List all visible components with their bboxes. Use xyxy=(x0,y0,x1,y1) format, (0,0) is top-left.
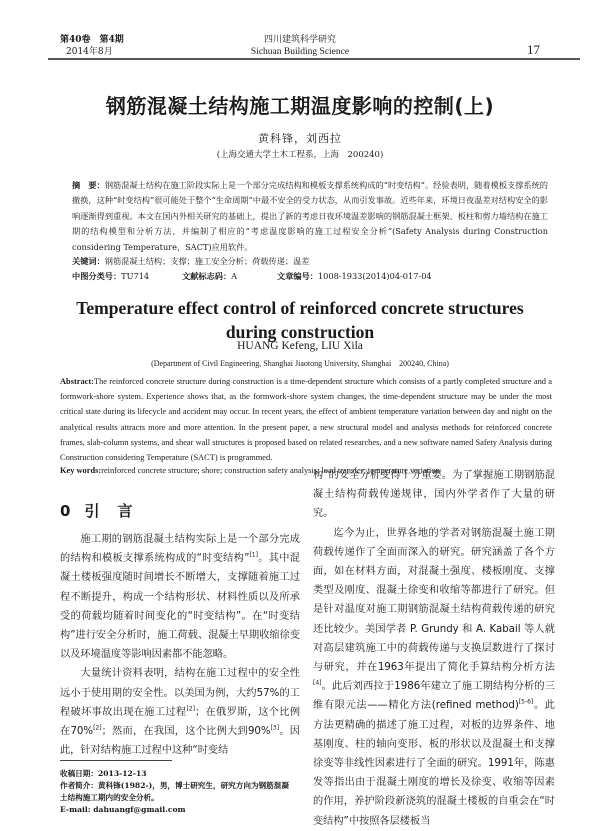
citation-ref[interactable]: [1] xyxy=(249,551,258,559)
header-rule xyxy=(48,58,580,60)
citation-ref[interactable]: [2] xyxy=(93,724,102,732)
abstract-en-label: Abstract: xyxy=(60,377,94,386)
clc-label: 中图分类号： xyxy=(72,271,122,281)
keywords-en-text: reinforced concrete structure; shore; construction safety analysis; load transfer; temperature variation xyxy=(101,466,440,475)
footnote-rule xyxy=(60,760,172,761)
section-title-char1: 引 xyxy=(84,502,100,520)
doc-code-value: A xyxy=(231,271,238,281)
title-en xyxy=(40,296,560,344)
journal-name-cn: 四川建筑科学研究 xyxy=(263,35,336,45)
text-run: ；在俄罗斯，这个比例在70% xyxy=(60,706,301,738)
author-bio-cont: 土结构施工期内的安全分析。 xyxy=(60,793,159,802)
clc-field xyxy=(72,271,182,282)
body-paragraph: 构”的安全分析变得十分重要。为了掌握施工期钢筋混凝土结构荷载传递规律，国内外学者作了大量的研究。 xyxy=(313,470,555,520)
body-column-left xyxy=(60,530,300,760)
received-date: 收稿日期：2013-12-13 xyxy=(60,769,147,778)
article-no-label: 文章编号： xyxy=(277,271,318,281)
section-title-char2: 言 xyxy=(117,502,133,520)
body-paragraph xyxy=(313,524,555,831)
abstract-en xyxy=(60,374,552,465)
article-no-value: 1008-1933(2014)04-017-04 xyxy=(317,271,432,281)
keywords-cn-label: 关键词： xyxy=(72,256,105,266)
running-header-journal xyxy=(200,34,400,58)
affiliation-cn: (上海交通大学土木工程系，上海 200240) xyxy=(216,150,384,160)
citation-ref[interactable]: [4] xyxy=(313,679,322,687)
body-paragraph xyxy=(60,530,300,664)
running-header-volume xyxy=(60,34,124,58)
footnote xyxy=(60,768,300,816)
section-number: 0 xyxy=(60,502,71,520)
text-run: 。其中混凝土楼板强度随时间增长不断增大，支撑随着施工过程不断提升，构成一个结构形状、材料性质以及所承受的荷载均随着时间变化的“时变结构”。在“时变结构”进行安全分析时，施工荷载、混凝土早期收缩徐变以及环境温度等影响因素都不能忽略。 xyxy=(60,553,300,661)
section-heading-introduction xyxy=(60,500,132,521)
abstract-en-text: The reinforced concrete structure during construction is a time-dependent structure which consists of a partly completed structure and a formwork-shore system. Experience shows that, as the formwork-shore system changes, the time-dependent structure may be under the most critical state during its lifecycle and accident may occur. In recent years, the effect of ambient temperature variation between day and night on the analytical results attracts more and more attention. In the present paper, a new structural model and analysis methods for reinforced concrete frames, slab-column systems, and shear wall structures is proposed based on related researches, and a new software named Safety Analysis during Construction considering Temperature (SACT) is programmed. xyxy=(60,377,552,463)
keywords-en-label: Key words: xyxy=(60,466,102,475)
keywords-cn xyxy=(72,256,548,267)
text-run: 。此后刘西拉于1986年建立了施工期结构分析的三维有限元法——精化方法(refined method) xyxy=(313,681,555,712)
body-column-right xyxy=(313,466,555,831)
journal-name-en: Sichuan Building Science xyxy=(250,47,350,57)
abstract-cn xyxy=(72,178,548,255)
abstract-cn-text: 钢筋混凝土结构在施工阶段实际上是一个部分完成结构和模板支撑系统构成的“时变结构”。经验表明，随着模板支撑系统的撤换，这种“时变结构”很可能处于整个“生命周期”中最不安全的受力状态，从而引发事故。近些年来，环境日夜温差对结构安全的影响逐渐得到重视。本文在国内外相关研究的基础上，提出了新的考虑日夜环境温差影响的钢筋混凝土框架、板柱和剪力墙结构在施工期的结构模型和分析方法，并编制了相应的“考虑温度影响的施工过程安全分析”(Safety Analysis during Construction considering Temperature，SACT)应用软件。 xyxy=(72,180,548,252)
article-no-field xyxy=(277,271,432,282)
citation-ref[interactable]: [3] xyxy=(270,724,280,732)
doc-code-label: 文献标志码： xyxy=(182,271,232,281)
title-en-line2: during construction xyxy=(225,322,375,342)
text-run: ；然而，在我国，这个比例大到90% xyxy=(101,726,271,738)
author-bio: 作者简介：黄科锋(1982-)，男，博士研究生，研究方向为钢筋混凝 xyxy=(60,781,289,790)
authors-en: HUANG Kefeng, LIU Xila xyxy=(237,340,363,352)
title-cn: 钢筋混凝土结构施工期温度影响的控制(上) xyxy=(105,94,495,118)
affiliation-en: (Department of Civil Engineering, Shanghai Jiaotong University, Shanghai 200240, China) xyxy=(151,359,449,368)
author-email[interactable]: E-mail: dahuangf@gmail.com xyxy=(60,805,186,814)
text-run: 。因此，针对结构施工过程中这种“时变结 xyxy=(60,726,300,757)
title-en-line1: Temperature effect control of reinforced concrete structures xyxy=(76,298,524,318)
text-run: 。此方法更精确的描述了施工过程，对板的边界条件、地基刚度、柱的轴向变形、板的形状以及混凝土和支撑徐变等非线性因素进行了全面的研究。1991年，陈惠发等指出由于混凝土刚度的增长及徐变、收缩等因素的作用，养护阶段新浇筑的混凝土楼板的自重会在“时变结构”中按照各层楼板当 xyxy=(313,700,555,827)
doc-code-field xyxy=(182,271,277,282)
citation-ref[interactable]: [2] xyxy=(186,705,195,713)
abstract-cn-label: 摘 要： xyxy=(72,180,105,190)
text-run: 大量统计资料表明，结构在施工过程中的安全性远小于使用期的安全性。以美国为例，大约57%的工程破坏事故出现在施工过程 xyxy=(60,668,300,718)
keywords-cn-text: 钢筋混凝土结构；支撑；施工安全分析；荷载传递；温差 xyxy=(104,256,310,266)
clc-value: TU714 xyxy=(121,271,150,281)
text-run: 迄今为止，世界各地的学者对钢筋混凝土施工期荷载传递作了全面而深入的研究。研究涵盖了各个方面，如在材料方面，对混凝土强度、楼板刚度、支撑类型及刚度、混凝土徐变和收缩等都进行了研究。但是针对温度对施工期钢筋混凝土结构荷载传递的研究还比较少。美国学者 P. Grundy 和 A. Kabail 等人就对高层建筑施工中的荷载传递与支换层数进行了探讨与研究，并在1963年提出了简化手算结构分析方法 xyxy=(313,527,555,674)
issue-date: 2014年8月 xyxy=(66,47,113,57)
volume-issue: 第40卷 第4期 xyxy=(60,35,124,45)
classification-row xyxy=(72,271,548,282)
authors-cn: 黄科锋，刘西拉 xyxy=(258,132,342,145)
text-run: 施工期的钢筋混凝土结构实际上是一个部分完成的结构和模板支撑系统构成的“时变结构” xyxy=(60,534,300,565)
citation-ref[interactable]: [5-6] xyxy=(518,699,534,707)
page-number: 17 xyxy=(527,42,540,57)
body-paragraph xyxy=(60,664,300,760)
